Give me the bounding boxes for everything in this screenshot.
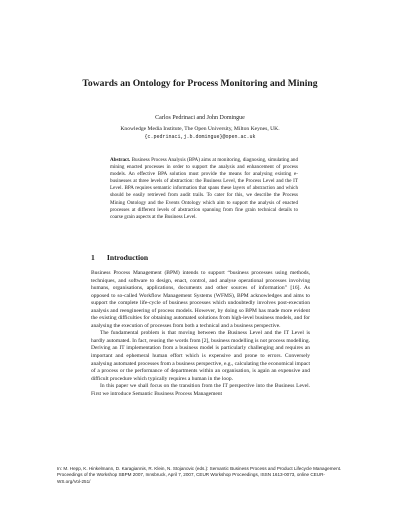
paragraph: The fundamental problem is that moving between the Business Level and the IT Level is hardly automated. In fact, reusing the words from [2], business modelling is not process modelling. Deriving an IT implementation from a business model is particularly challenging and requires an important and ephemeral human effort which is expensive and prone to errors. Conversely analysing automated processes from a business perspective, e.g., calculating the economical impact of a process or the performance of departments within an organisation, is again an expensive and difficult procedure which typically requires a human in the loop.	[91, 330, 310, 382]
author-email: {c.pedrinaci,j.b.domingue}@open.ac.uk	[144, 133, 256, 140]
paragraph: Business Process Management (BPM) intends to support “business processes using methods, techniques, and software to design, enact, control, and analyse operational processes involving humans, organisations, applications, documents and other sources of information” [16]. As opposed to so-called Workflow Management Systems (WFMS), BPM acknowledges and aims to support the complete life-cycle of business processes which undoubtedly involves post-execution analysis and reengineering of process models. However, by doing so BPM has made more evident the existing difficulties for obtaining automated solutions from high-level business models, and for analysing the execution of processes from both a technical and a business perspective.	[91, 270, 310, 329]
abstract	[110, 157, 298, 221]
abstract-heading: Abstract.	[110, 157, 131, 163]
paragraph: In this paper we shall focus on the transition from the IT perspective into the Business Level. First we introduce Semantic Business Process Management	[91, 383, 310, 397]
paper-title: Towards an Ontology for Process Monitoring and Mining	[82, 78, 318, 89]
affiliation: Knowledge Media Institute, The Open University, Milton Keynes, UK.	[120, 126, 280, 132]
publication-footnote: In: M. Hepp, K. Hinkelmann, D. Karagiannis, R. Klein, N. Stojanovic (eds.): Semantic Business Process and Product Lifecycle Management. Proceedings of the Workshop SBPM 2007, Innsbruck, April 7, 2007, CEUR Workshop Proceedings, ISSN 1613-0073, online CEUR-WS.org/Vol-251/	[57, 466, 342, 484]
abstract-text: Business Process Analysis (BPA) aims at monitoring, diagnosing, simulating and mining enacted processes in order to support the analysis and enhancement of process models. An effective BPA solution must provide the means for analysing existing e-businesses at three levels of abstraction: the Business Level, the Process Level and the IT Level. BPA requires semantic information that spans these layers of abstraction and which should be easily retrieved from audit trails. To cater for this, we describe the Process Mining Ontology and the Events Ontology which aim to support the analysis of enacted processes at different levels of abstraction spanning from fine grain technical details to coarse grain aspects at the Business Level.	[110, 157, 298, 220]
section-heading	[91, 253, 148, 262]
section-number: 1	[91, 253, 95, 262]
section-title: Introduction	[106, 253, 149, 262]
body-text	[91, 270, 310, 398]
paper-authors: Carlos Pedrinaci and John Domingue	[155, 115, 245, 121]
author-affiliation-block	[60, 126, 340, 141]
